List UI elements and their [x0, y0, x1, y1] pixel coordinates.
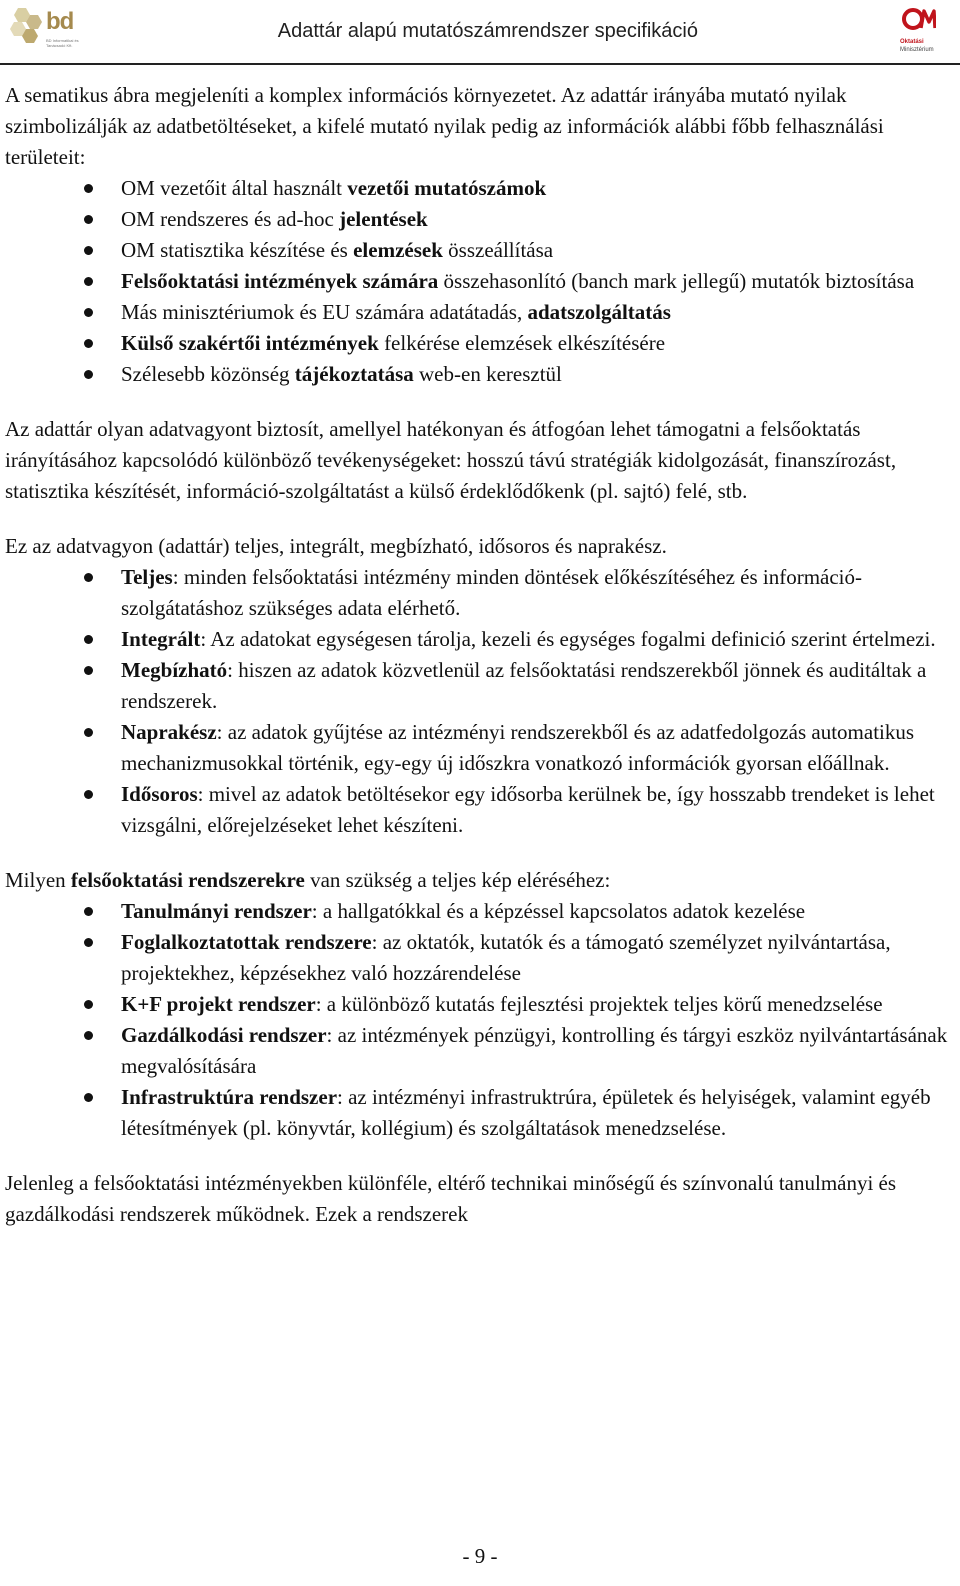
- text-run: : az intézmények pénzügyi, kontrolling és tárgyi eszköz nyilvántartásának megvalósítására: [121, 1023, 948, 1078]
- list-item: [5, 1020, 950, 1082]
- document-body: [5, 80, 950, 1230]
- list-item: [5, 359, 950, 390]
- bullet-list: [5, 896, 950, 1144]
- text-run: : hiszen az adatok közvetlenül az felsőoktatási rendszerekből jönnek és auditáltak a rendszerek.: [121, 658, 927, 713]
- page-header: [0, 0, 960, 66]
- bold-run: vezetői mutatószámok: [347, 176, 547, 200]
- bold-run: Gazdálkodási rendszer: [121, 1023, 327, 1047]
- list-item: [5, 266, 950, 297]
- list-item: [5, 204, 950, 235]
- text-run: Szélesebb közönség: [121, 362, 295, 386]
- text-run: van szükség a teljes kép eléréséhez:: [304, 868, 611, 892]
- text-run: Milyen: [5, 868, 71, 892]
- paragraph-spacer: [5, 507, 950, 531]
- text-run: Más minisztériumok és EU számára adatátadás,: [121, 300, 528, 324]
- text-run: : minden felsőoktatási intézmény minden döntések előkészítéséhez és információ-szolgátatáshoz szükséges adata elérhető.: [121, 565, 863, 620]
- text-run: OM rendszeres és ad-hoc: [121, 207, 340, 231]
- paragraph: [5, 414, 950, 507]
- bold-run: jelentések: [339, 207, 428, 231]
- text-run: Ez az adatvagyon (adattár) teljes, integrált, megbízható, idősoros és naprakész.: [5, 534, 667, 558]
- om-emblem-icon: [902, 6, 936, 38]
- paragraph: [5, 531, 950, 562]
- bold-run: Tanulmányi rendszer: [121, 899, 312, 923]
- text-run: felkérése elemzések elkészítésére: [378, 331, 666, 355]
- bold-run: Külső szakértői intézmények: [121, 331, 379, 355]
- paragraph-spacer: [5, 390, 950, 414]
- list-item: [5, 328, 950, 359]
- bd-logo-subtitle: BD Informatikai és Tanácsadó Kft.: [46, 38, 79, 48]
- header-divider: [0, 63, 960, 65]
- list-item: [5, 779, 950, 841]
- bullet-list: [5, 173, 950, 390]
- text-run: : az adatok gyűjtése az intézményi rendszerekből és az adatfedolgozás automatikus mechanizmusokkal történik, egy-egy új időszkra vonatkozó információk gyorsan előállnak.: [121, 720, 915, 775]
- bold-run: tájékoztatása: [294, 362, 414, 386]
- bold-run: Infrastruktúra rendszer: [121, 1085, 338, 1109]
- text-run: web-en keresztül: [413, 362, 562, 386]
- text-run: : mivel az adatok betöltésekor egy idősorba kerülnek be, így hosszabb trendeket is lehet vizsgálni, előrejelzéseket lehet készíteni.: [121, 782, 935, 837]
- bd-logo-text: bd: [46, 8, 74, 35]
- text-run: : az intézményi infrastruktrúra, épületek és helyiségek, valamint egyéb létesítmények (pl. könyvtár, kollégium) és szolgáltatások menedzselése.: [121, 1085, 931, 1140]
- list-item: [5, 624, 950, 655]
- text-run: : a hallgatókkal és a képzéssel kapcsolatos adatok kezelése: [311, 899, 806, 923]
- text-run: Az adattár olyan adatvagyont biztosít, amellyel hatékonyan és átfogóan lehet támogatni a felsőoktatás irányításához kapcsolódó különböző tevékenységeket: hosszú távú stratégiák kidolgozását, finanszírozást, statisztika készítését, információ-szolgáltatást a külső érdeklődőkenk (pl. sajtó) felé, stb.: [5, 417, 897, 503]
- text-run: : Az adatokat egységesen tárolja, kezeli és egységes fogalmi definició szerint értelmezi.: [200, 627, 936, 651]
- om-logo-line1: Oktatási: [900, 39, 924, 45]
- text-run: OM statisztika készítése és: [121, 238, 354, 262]
- list-item: [5, 173, 950, 204]
- text-run: OM vezetőit által használt: [121, 176, 348, 200]
- paragraph: [5, 1168, 950, 1230]
- document-title: Adattár alapú mutatószámrendszer specifikáció: [277, 20, 698, 42]
- bold-run: Naprakész: [121, 720, 217, 744]
- page-number: - 9 -: [462, 1544, 498, 1568]
- om-logo-line2: Minisztérium: [900, 47, 934, 53]
- list-item: [5, 297, 950, 328]
- bold-run: K+F projekt rendszer: [121, 992, 316, 1016]
- paragraph-spacer: [5, 1144, 950, 1168]
- bold-run: adatszolgáltatás: [527, 300, 671, 324]
- text-run: összeállítása: [442, 238, 554, 262]
- paragraph: [5, 865, 950, 896]
- list-item: [5, 655, 950, 717]
- bold-run: felsőoktatási rendszerekre: [70, 868, 305, 892]
- hexagon-cluster-icon: [6, 4, 46, 50]
- list-item: [5, 717, 950, 779]
- text-run: Jelenleg a felsőoktatási intézményekben különféle, eltérő technikai minőségű és színvonalú tanulmányi és gazdálkodási rendszerek működnek. Ezek a rendszerek: [5, 1171, 897, 1226]
- list-item: [5, 1082, 950, 1144]
- text-run: : a különböző kutatás fejlesztési projektek teljes körű menedzselése: [315, 992, 883, 1016]
- bullet-list: [5, 562, 950, 841]
- bold-run: Foglalkoztatottak rendszere: [121, 930, 372, 954]
- bold-run: Teljes: [121, 565, 173, 589]
- paragraph-spacer: [5, 841, 950, 865]
- text-run: : az oktatók, kutatók és a támogató személyzet nyilvántartása, projektekhez, képzésekhez való hozzárendelése: [121, 930, 891, 985]
- list-item: [5, 896, 950, 927]
- bold-run: Integrált: [121, 627, 201, 651]
- paragraph: [5, 80, 950, 173]
- bold-run: Megbízható: [121, 658, 228, 682]
- bold-run: Idősoros: [121, 782, 198, 806]
- bd-logo: [6, 4, 92, 54]
- bold-run: Felsőoktatási intézmények számára: [121, 269, 439, 293]
- text-run: A sematikus ábra megjeleníti a komplex információs környezetet. Az adattár irányába mutató nyilak szimbolizálják az adatbetöltéseket, a kifelé mutató nyilak pedig az információk alábbi főbb felhasználási területeit:: [5, 83, 884, 169]
- list-item: [5, 235, 950, 266]
- text-run: összehasonlító (banch mark jellegű) mutatók biztosítása: [438, 269, 915, 293]
- list-item: [5, 989, 950, 1020]
- list-item: [5, 927, 950, 989]
- om-logo: [900, 6, 954, 54]
- bold-run: elemzések: [353, 238, 443, 262]
- list-item: [5, 562, 950, 624]
